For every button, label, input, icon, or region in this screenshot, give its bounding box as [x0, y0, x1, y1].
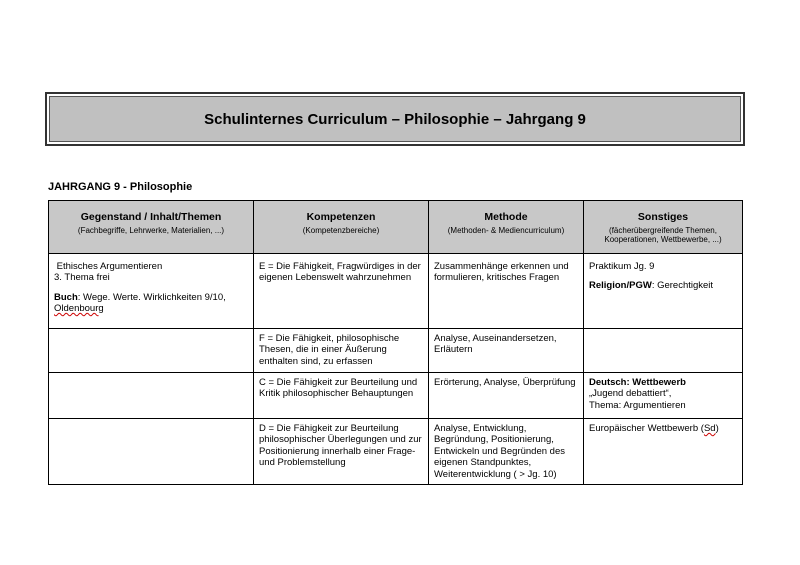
- cell-kompetenz: C = Die Fähigkeit zur Beurteilung und Kritik philosophischer Behauptungen: [254, 373, 429, 419]
- table-row: [49, 419, 743, 485]
- header-kompetenzen: [254, 201, 429, 254]
- book-reference: [54, 292, 248, 315]
- header-sonstiges-title: Sonstiges: [637, 211, 689, 223]
- table-row: [49, 329, 743, 373]
- cell-gegenstand: [49, 419, 254, 485]
- cell-gegenstand: [49, 373, 254, 419]
- cell-sonstiges: [584, 254, 743, 329]
- table-row: [49, 254, 743, 329]
- cell-kompetenz: F = Die Fähigkeit, philosophische Thesen, die in einer Äußerung enthalten sind, zu erfassen: [254, 329, 429, 373]
- header-sonstiges: [584, 201, 743, 254]
- topic-line: Ethisches Argumentieren: [54, 261, 163, 272]
- sonstiges-text: Europäischer Wettbewerb (: [589, 423, 704, 434]
- table-row: [49, 373, 743, 419]
- cell-sonstiges: [584, 329, 743, 373]
- sonstiges-line: „Jugend debattiert“,: [589, 388, 672, 400]
- header-sonstiges-sub: (fächerübergreifende Themen, Kooperationen, Wettbewerbe, ...): [604, 226, 722, 244]
- topic-line: 3. Thema frei: [54, 272, 110, 284]
- sonstiges-bold: Religion/PGW: [589, 280, 652, 292]
- cell-methode: Zusammenhänge erkennen und formulieren, kritisches Fragen: [429, 254, 584, 329]
- header-kompetenzen-title: Kompetenzen: [306, 211, 376, 223]
- sonstiges-line: Thema: Argumentieren: [589, 399, 686, 411]
- cell-sonstiges: [584, 419, 743, 485]
- document-title-box: [45, 92, 745, 146]
- cell-kompetenz: D = Die Fähigkeit zur Beurteilung philosophischer Überlegungen und zur Positionierung innerhalb einer Frage- und Problemstellung: [254, 419, 429, 485]
- book-label: Buch: [54, 291, 78, 303]
- sonstiges-bold: Deutsch: Wettbewerb: [589, 377, 686, 388]
- document-title: Schulinternes Curriculum – Philosophie – Jahrgang 9: [204, 110, 586, 128]
- table-header-row: [49, 201, 743, 254]
- book-publisher: Oldenbourg: [54, 303, 104, 315]
- cell-methode: Analyse, Entwicklung, Begründung, Positionierung, Entwickeln und Begründen des eigenen Standpunktes, Weiterentwicklung ( > Jg. 10): [429, 419, 584, 485]
- header-methode: [429, 201, 584, 254]
- header-kompetenzen-sub: (Kompetenzbereiche): [302, 226, 380, 235]
- sonstiges-abbr: Sd: [703, 423, 716, 434]
- cell-gegenstand: [49, 254, 254, 329]
- header-methode-title: Methode: [484, 211, 528, 223]
- cell-kompetenz: E = Die Fähigkeit, Fragwürdiges in der eigenen Lebenswelt wahrzunehmen: [254, 254, 429, 329]
- section-label: JAHRGANG 9 - Philosophie: [48, 181, 193, 193]
- sonstiges-text: : Gerechtigkeit: [651, 280, 714, 292]
- header-gegenstand-sub: (Fachbegriffe, Lehrwerke, Materialien, ...): [77, 226, 225, 235]
- cell-sonstiges: [584, 373, 743, 419]
- sonstiges-line: Praktikum Jg. 9: [589, 261, 655, 272]
- header-gegenstand-title: Gegenstand / Inhalt/Themen: [80, 211, 222, 223]
- cell-methode: Erörterung, Analyse, Überprüfung: [429, 373, 584, 419]
- sonstiges-line: [589, 280, 737, 291]
- curriculum-table: [48, 200, 743, 485]
- header-gegenstand: [49, 201, 254, 254]
- sonstiges-close: ): [715, 423, 719, 434]
- header-methode-sub: (Methoden- & Mediencurriculum): [447, 226, 565, 235]
- book-title: : Wege. Werte. Wirklichkeiten 9/10,: [77, 291, 226, 303]
- cell-gegenstand: [49, 329, 254, 373]
- cell-methode: Analyse, Auseinandersetzen, Erläutern: [429, 329, 584, 373]
